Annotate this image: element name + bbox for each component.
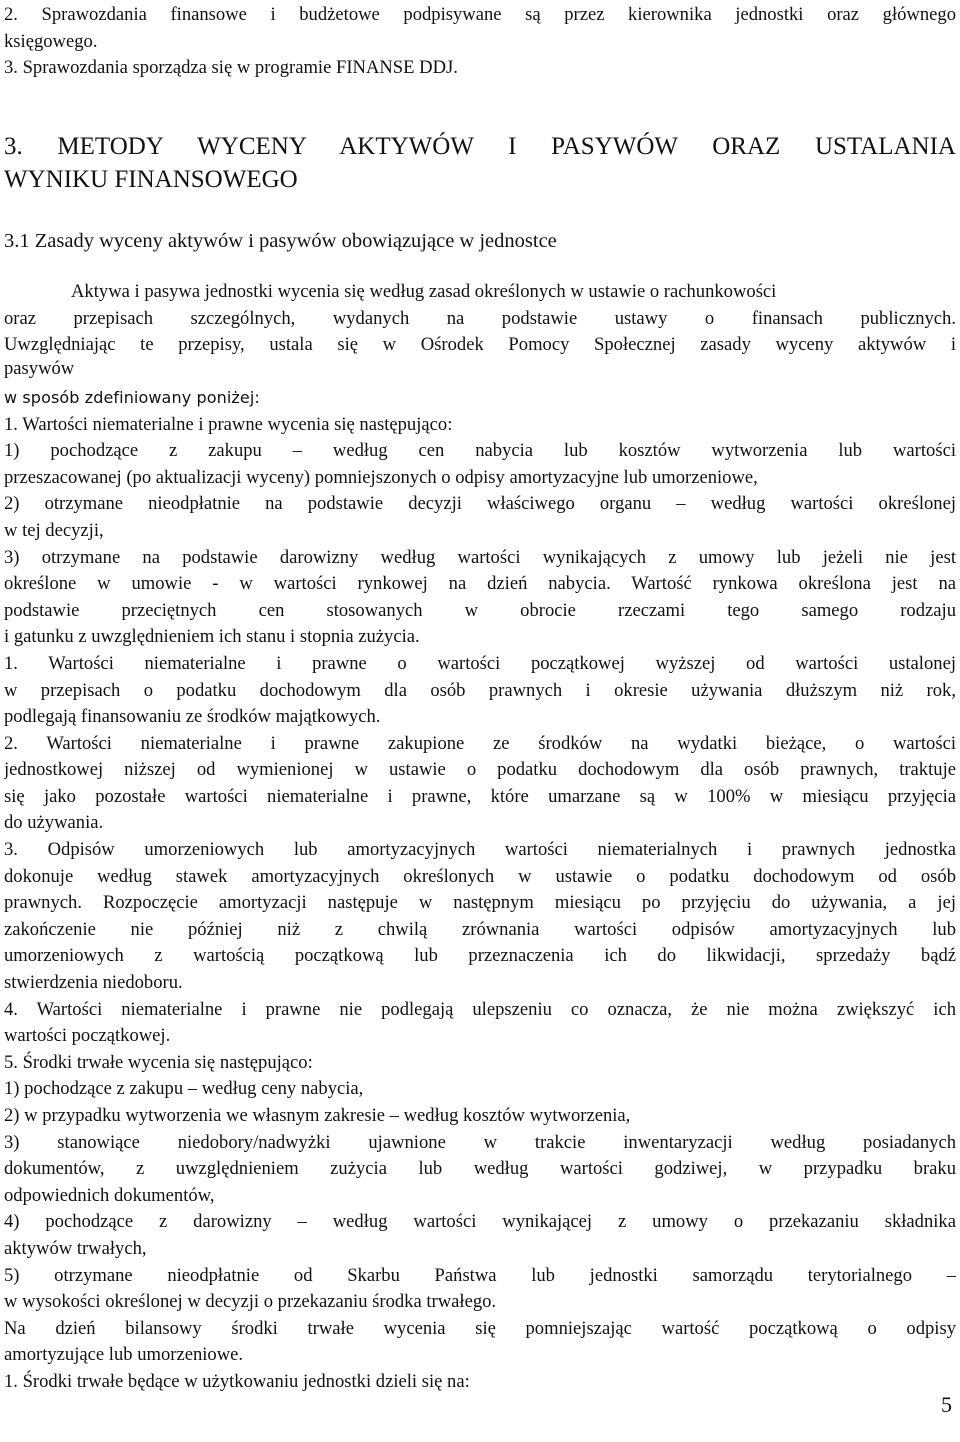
text-line: stwierdzenia niedoboru.	[4, 972, 183, 993]
text-line: podstawie przeciętnych cen stosowanych w obrocie rzeczami tego samego rodzaju	[4, 600, 956, 621]
text-line: 1. Wartości niematerialne i prawne wycenia się następująco:	[4, 414, 453, 435]
text-line: 1. Środki trwałe będące w użytkowaniu jednostki dzieli się na:	[4, 1371, 470, 1392]
text-line: podlegają finansowaniu ze środków majątkowych.	[4, 706, 381, 727]
text-line: 2. Wartości niematerialne i prawne zakupione ze środków na wydatki bieżące, o wartości	[4, 733, 956, 754]
text-line: w przepisach o podatku dochodowym dla osób prawnych i okresie używania dłuższym niż rok,	[4, 680, 956, 701]
text-line: 2. Sprawozdania finansowe i budżetowe podpisywane są przez kierownika jednostki oraz głównego	[4, 4, 956, 25]
text-line: Uwzględniając te przepisy, ustala się w Ośrodek Pomocy Społecznej zasady wyceny aktywów i	[4, 334, 956, 355]
text-line: w tej decyzji,	[4, 520, 104, 541]
text-line: dokumentów, z uwzględnieniem zużycia lub według wartości godziwej, w przypadku braku	[4, 1158, 956, 1179]
document-page	[4, 0, 956, 1442]
text-line: i gatunku z uwzględnieniem ich stanu i stopnia zużycia.	[4, 626, 420, 647]
text-line: 3) stanowiące niedobory/nadwyżki ujawnione w trakcie inwentaryzacji według posiadanych	[4, 1132, 956, 1153]
text-line: aktywów trwałych,	[4, 1238, 147, 1259]
text-line: 5) otrzymane nieodpłatnie od Skarbu Państwa lub jednostki samorządu terytorialnego –	[4, 1265, 956, 1286]
section-heading-line-2: WYNIKU FINANSOWEGO	[4, 166, 298, 193]
text-line: 1) pochodzące z zakupu – według cen nabycia lub kosztów wytworzenia lub wartości	[4, 440, 956, 461]
text-line: umorzeniowych z wartością początkową lub przeznaczenia ich do likwidacji, sprzedaży bądź	[4, 945, 956, 966]
text-line: jednostkowej niższej od wymienionej w ustawie o podatku dochodowym dla osób prawnych, traktuje	[4, 759, 956, 780]
text-line: Aktywa i pasywa jednostki wycenia się według zasad określonych w ustawie o rachunkowości	[71, 281, 777, 302]
text-line: 3) otrzymane na podstawie darowizny według wartości wynikających z umowy lub jeżeli nie jest	[4, 547, 956, 568]
text-line: się jako pozostałe wartości niematerialne i prawne, które umarzane są w 100% w miesiącu przyjęcia	[4, 786, 956, 807]
text-line: 3. Odpisów umorzeniowych lub amortyzacyjnych wartości niematerialnych i prawnych jednostka	[4, 839, 956, 860]
text-line: prawnych. Rozpoczęcie amortyzacji następuje w następnym miesiącu po przyjęciu do używania, a jej	[4, 892, 956, 913]
text-line: 4) pochodzące z darowizny – według wartości wynikającej z umowy o przekazaniu składnika	[4, 1211, 956, 1232]
section-heading-line-1: 3. METODY WYCENY AKTYWÓW I PASYWÓW ORAZ USTALANIA	[4, 133, 956, 160]
subsection-heading: 3.1 Zasady wyceny aktywów i pasywów obowiązujące w jednostce	[4, 230, 557, 252]
text-line: oraz przepisach szczególnych, wydanych na podstawie ustawy o finansach publicznych.	[4, 308, 956, 329]
text-line: 5. Środki trwałe wycenia się następująco:	[4, 1052, 313, 1073]
text-line: w wysokości określonej w decyzji o przekazaniu środka trwałego.	[4, 1291, 497, 1312]
text-line: do używania.	[4, 812, 104, 833]
text-line: 1. Wartości niematerialne i prawne o wartości początkowej wyższej od wartości ustalonej	[4, 653, 956, 674]
text-line: dokonuje według stawek amortyzacyjnych określonych w ustawie o podatku dochodowym od osób	[4, 866, 956, 887]
text-line: 2) w przypadku wytworzenia we własnym zakresie – według kosztów wytworzenia,	[4, 1105, 631, 1126]
text-line: określone w umowie - w wartości rynkowej na dzień nabycia. Wartość rynkowa określona jest na	[4, 573, 956, 594]
text-line: wartości początkowej.	[4, 1025, 171, 1046]
text-line: pasywów	[4, 358, 75, 379]
text-line: przeszacowanej (po aktualizacji wyceny) pomniejszonych o odpisy amortyzacyjne lub umorzeniowe,	[4, 467, 758, 488]
text-line: amortyzujące lub umorzeniowe.	[4, 1344, 244, 1365]
text-line: księgowego.	[4, 31, 98, 52]
text-line: 1) pochodzące z zakupu – według ceny nabycia,	[4, 1078, 364, 1099]
text-line: zakończenie nie później niż z chwilą zrównania wartości odpisów amortyzacyjnych lub	[4, 919, 956, 940]
text-line: 3. Sprawozdania sporządza się w programie FINANSE DDJ.	[4, 57, 458, 78]
text-line: 4. Wartości niematerialne i prawne nie podlegają ulepszeniu co oznacza, że nie można zwiększyć ich	[4, 999, 956, 1020]
text-line: w sposób zdefiniowany poniżej:	[4, 388, 260, 407]
text-line: Na dzień bilansowy środki trwałe wycenia się pomniejszając wartość początkową o odpisy	[4, 1318, 956, 1339]
text-line: odpowiednich dokumentów,	[4, 1185, 215, 1206]
page-number: 5	[941, 1392, 952, 1417]
text-line: 2) otrzymane nieodpłatnie na podstawie decyzji właściwego organu – według wartości określonej	[4, 493, 956, 514]
